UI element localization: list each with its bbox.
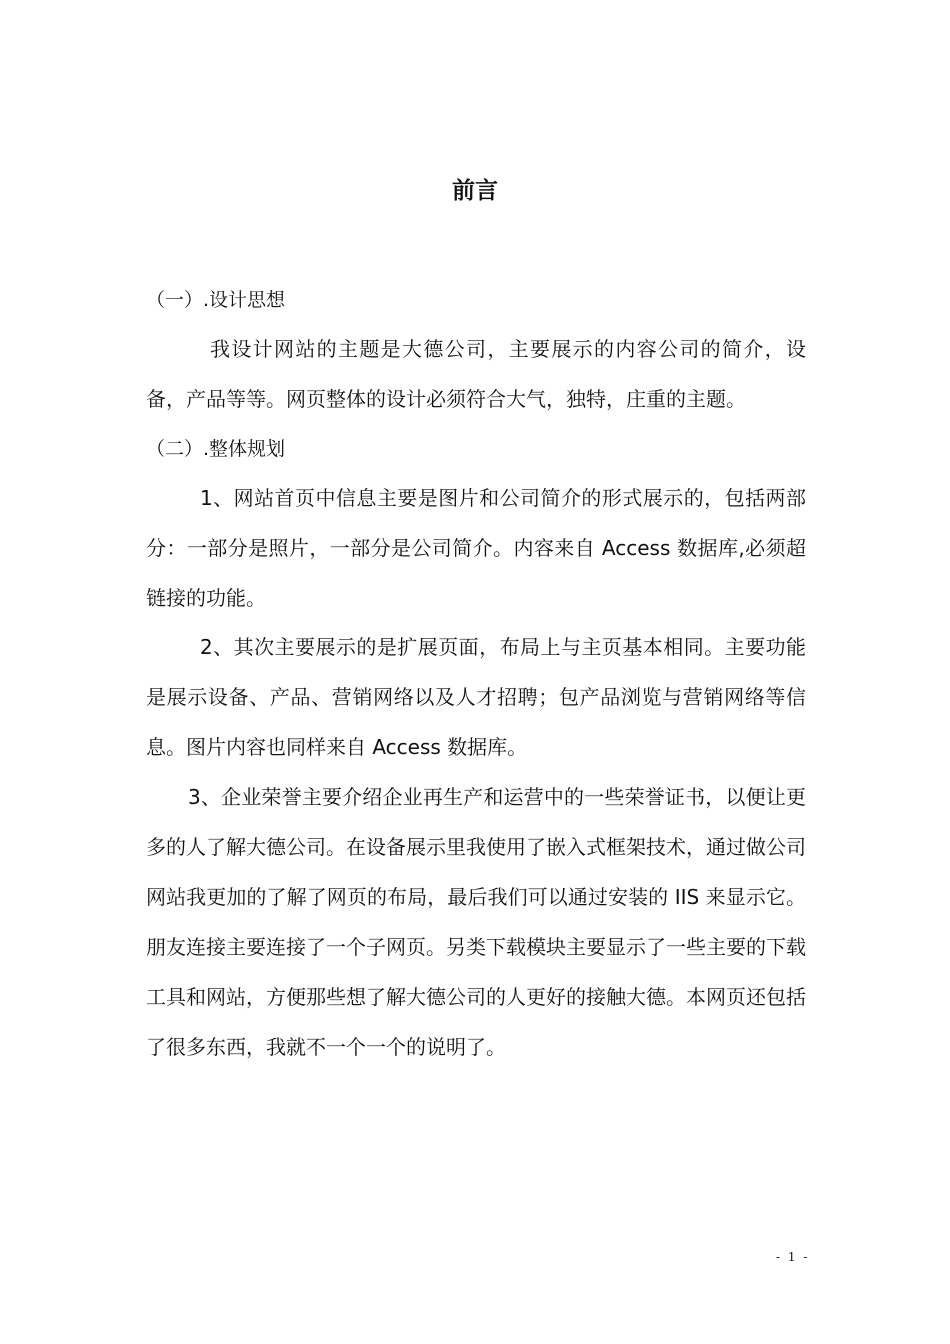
section-heading-design-idea: （一）.设计思想 [146, 289, 286, 311]
paragraph-design-idea: 我设计网站的主题是大德公司，主要展示的内容公司的简介，设备，产品等等。网页整体的设计必须符合大气，独特，庄重的主题。 [146, 337, 806, 411]
paragraph-plan-item-3: 3、企业荣誉主要介绍企业再生产和运营中的一些荣誉证书，以便让更多的人了解大德公司。在设备展示里我使用了嵌入式框架技术，通过做公司网站我更加的了解了网页的布局，最后我们可以通过安装的 IIS 来显示它。朋友连接主要连接了一个子网页。另类下载模块主要显示了一些主要的下载工具和网站，方便那些想了解大德公司的人更好的接触大德。本网页还包括了很多东西，我就不一个一个的说明了。 [146, 785, 806, 1059]
section-heading-overall-plan: （二）.整体规划 [146, 438, 286, 460]
page-number: - 1 - [776, 1250, 810, 1264]
paragraph-plan-item-2: 2、其次主要展示的是扩展页面，布局上与主页基本相同。主要功能是展示设备、产品、营销网络以及人才招聘；包产品浏览与营销网络等信息。图片内容也同样来自 Access 数据库。 [146, 635, 806, 759]
page-title: 前言 [452, 178, 498, 204]
paragraph-plan-item-1: 1、网站首页中信息主要是图片和公司简介的形式展示的，包括两部分：一部分是照片，一部分是公司简介。内容来自 Access 数据库,必须超链接的功能。 [146, 486, 806, 610]
